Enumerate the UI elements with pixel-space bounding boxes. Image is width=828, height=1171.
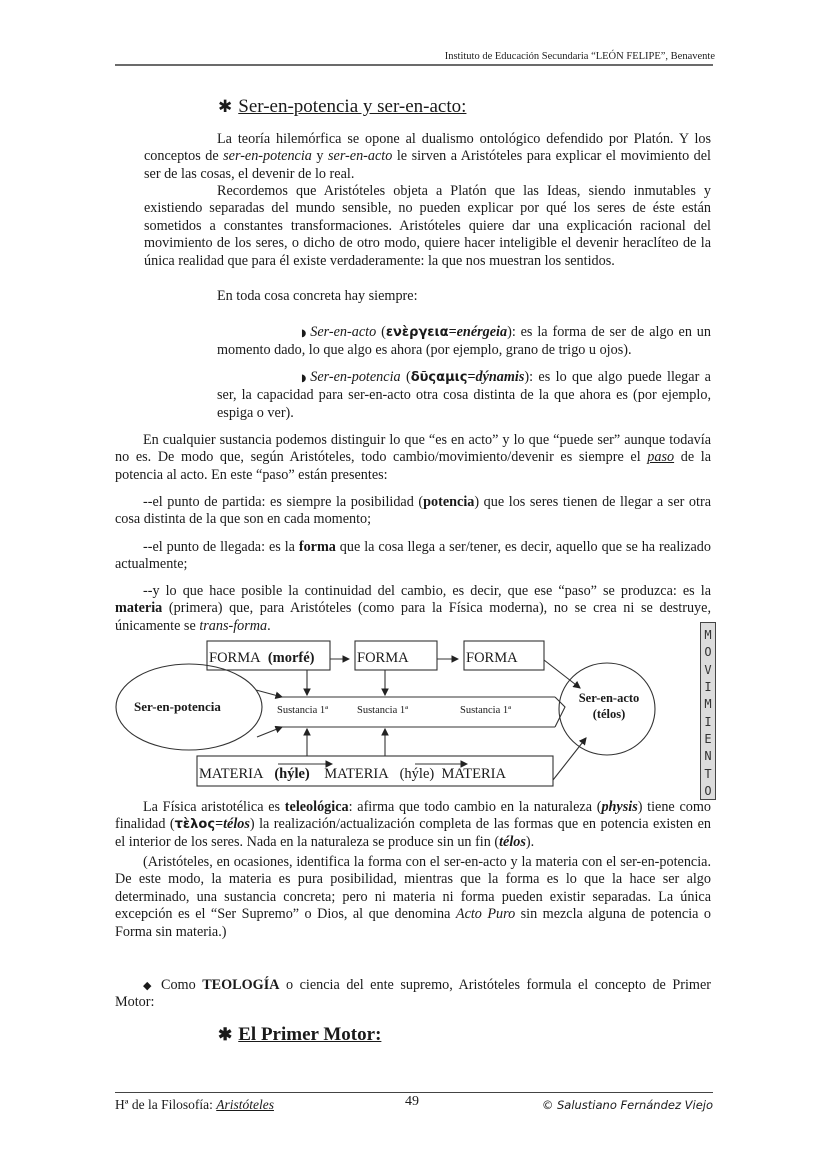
paragraph-5: --el punto de partida: es siempre la posibilidad (potencia) que los seres tienen de llegar a ser otra cosa distinta de la que son en cada momento; (115, 494, 711, 528)
section-title-text: El Primer Motor: (238, 1024, 382, 1045)
paragraph-2: Recordemos que Aristóteles objeta a Platón que las Ideas, siendo inmutables y existiendo separadas del mundo sensible, no pueden explicar por qué los seres de éste están sometidos a constantes transformaciones. Aristóteles quiere dar una explicación racional del movimiento de los seres, o dicho de otro modo, quiere hacer inteligible el devenir heraclíteo de la única realidad que para él existe verdaderamente: la que nos muestran los sentidos. (144, 183, 711, 269)
paragraph-9: (Aristóteles, en ocasiones, identifica la forma con el ser-en-acto y la materia con el ser-en-potencia. De este modo, la materia es pura posibilidad, mientras que la forma es lo que la hace ser algo determinado, una sustancia concreta; pero ni materia ni forma pueden existir separadas. La única excepción es el “Ser Supremo” o Dios, al que denomina Acto Puro sin mezcla alguna de potencia o Forma sin materia.) (115, 854, 711, 940)
diagram-sustancia-1: Sustancia 1ª (277, 705, 329, 716)
paragraph-6: --el punto de llegada: es la forma que la cosa llega a ser/tener, es decir, aquello que se ha realizado actualmente; (115, 539, 711, 573)
diagram-ser-en-potencia: Ser-en-potencia (134, 699, 221, 714)
section-title-primer-motor (218, 1024, 381, 1046)
header-divider (115, 64, 713, 66)
asterisk-star-icon: ✱ (218, 97, 233, 116)
diagram-ser-en-acto: Ser-en-acto (télos) (578, 691, 640, 721)
paragraph-4: En cualquier sustancia podemos distinguir lo que “es en acto” y lo que “puede ser” aunque todavía no es. De modo que, según Aristóteles, todo cambio/movimiento/devenir es siempre el paso de la potencia al acto. En este “paso” están presentes: (115, 432, 712, 483)
paragraph-7: --y lo que hace posible la continuidad del cambio, es decir, que ese “paso” se produzca: es la materia (primera) que, para Aristóteles (como para la Física moderna), no se crea ni se destruye, únicamente se trans-forma. (115, 583, 711, 634)
section-title-text: Ser-en-potencia y ser-en-acto: (238, 96, 467, 117)
footer-author: © Salustiano Fernández Viejo (541, 1098, 713, 1112)
page-header: Instituto de Educación Secundaria “LEÓN FELIPE”, Benavente (444, 51, 715, 62)
paragraph-1: La teoría hilemórfica se opone al dualismo ontológico defendido por Platón. Y los conceptos de ser-en-potencia y ser-en-acto le sirven a Aristóteles para explicar el movimiento del ser de las cosas, el devenir de lo real. (144, 131, 712, 182)
bullet-ser-en-potencia: ◗ Ser-en-potencia (δῦςαμις=dýnamis): es lo que algo puede llegar a ser, la capacidad para ser-en-acto otra cosa distinta de la que ahora es (por ejemplo, espiga o ver). (217, 369, 711, 421)
paragraph-10: ◆ Como TEOLOGÍA o ciencia del ente supremo, Aristóteles formula el concepto de Primer Motor: (115, 977, 711, 1011)
asterisk-star-icon: ✱ (218, 1025, 233, 1044)
half-circle-bullet-icon: ◗ (301, 328, 307, 339)
diamond-bullet-icon: ◆ (143, 979, 155, 992)
section-title-potencia-acto (218, 96, 466, 118)
diagram-forma-2: FORMA (357, 650, 409, 666)
diagram-sustancia-3: Sustancia 1ª (460, 705, 512, 716)
page-number: 49 (405, 1094, 419, 1109)
diagram-forma-1: FORMA (morfé) (209, 650, 315, 666)
movimiento-vertical-label: M O V I M I E N T O (700, 622, 716, 800)
footer-topic-link: Aristóteles (216, 1097, 274, 1112)
half-circle-bullet-icon: ◗ (301, 373, 307, 384)
diagram-materia-row: MATERIA (hýle) MATERIA (hýle) MATERIA (199, 766, 506, 782)
paragraph-3: En toda cosa concreta hay siempre: (217, 288, 418, 304)
paragraph-8: La Física aristotélica es teleológica: afirma que todo cambio en la naturaleza (physis) tiene como finalidad (τὲλος=télos) la realización/actualización completa de las formas que en potencia existen en el interior de los seres. Nada en la naturaleza se produce sin un fin (télos). (115, 799, 712, 850)
footer-divider (115, 1092, 713, 1093)
footer-course: Hª de la Filosofía: Aristóteles (115, 1097, 274, 1112)
diagram-forma-3: FORMA (466, 650, 518, 666)
bullet-ser-en-acto: ◗ Ser-en-acto (ενὲργεια=enérgeia): es la forma de ser de algo en un momento dado, lo que algo es ahora (por ejemplo, grano de trigo u ojos). (217, 324, 711, 359)
diagram-sustancia-2: Sustancia 1ª (357, 705, 409, 716)
